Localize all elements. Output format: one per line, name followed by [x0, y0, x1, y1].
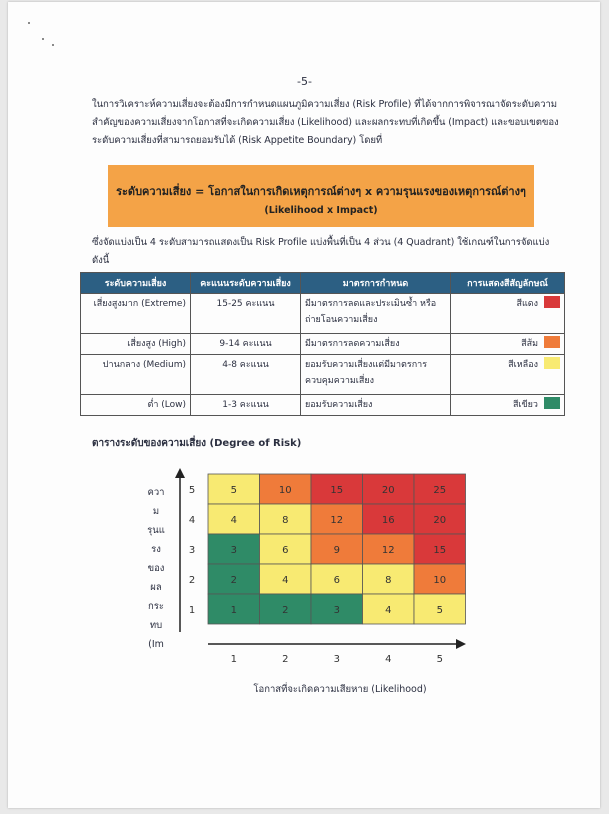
cell-level: เสี่ยงสูงมาก (Extreme)	[81, 294, 191, 334]
cell-score: 4-8 คะแนน	[191, 355, 301, 395]
y-tick-label: 1	[188, 605, 196, 616]
x-tick-label: 3	[333, 654, 340, 665]
heatmap-cell-value: 3	[333, 605, 340, 616]
risk-level-table	[80, 272, 565, 416]
formula-banner	[108, 165, 534, 227]
color-swatch	[544, 296, 560, 308]
intro-paragraph: ในการวิเคราะห์ความเสี่ยงจะต้องมีการกำหนดแผนภูมิความเสี่ยง (Risk Profile) ที่ได้จากการพิจารณาจัดระดับความสำคัญของความเสี่ยงจากโอกาสที่จะเกิดความเสี่ยง (Likelihood) และผลกระทบที่เกิดขึ้น (Impact) และขอบเขตของระดับความเสี่ยงที่สามารถยอมรับได้ (Risk Appetite Boundary) โดยที่	[92, 99, 559, 146]
heatmap-cell-value: 6	[333, 575, 340, 586]
y-axis-label	[144, 483, 168, 654]
cell-measure: ยอมรับความเสี่ยงแต่มีมาตรการควบคุมความเสี่ยง	[301, 355, 451, 395]
x-axis-arrow	[456, 639, 466, 649]
cell-color	[451, 395, 565, 416]
heatmap-cell-value: 6	[282, 545, 289, 556]
table-row	[81, 355, 565, 395]
formula-line-1: ระดับความเสี่ยง = โอกาสในการเกิดเหตุการณ์ต่างๆ x ความรุนแรงของเหตุการณ์ต่างๆ	[116, 185, 526, 198]
heatmap-cell-value: 10	[278, 485, 292, 496]
y-axis-arrow	[175, 468, 185, 478]
division-paragraph: ซึ่งจัดแบ่งเป็น 4 ระดับสามารถแสดงเป็น Risk Profile แบ่งพื้นที่เป็น 4 ส่วน (4 Quadrant) ใช้เกณฑ์ในการจัดแบ่งดังนี้	[92, 237, 550, 266]
y-axis-label-line: ม	[152, 506, 160, 517]
heatmap-cell-value: 16	[381, 515, 395, 526]
cell-color	[451, 294, 565, 334]
y-axis-label-line: ของ	[147, 563, 165, 574]
cell-level: ปานกลาง (Medium)	[81, 355, 191, 395]
formula-line-2: (Likelihood x Impact)	[264, 205, 378, 216]
cell-measure: ยอมรับความเสี่ยง	[301, 395, 451, 416]
heatmap-cell-value: 1	[230, 605, 237, 616]
header-measure: มาตรการกำหนด	[301, 273, 451, 294]
color-label: สีเขียว	[512, 400, 538, 410]
heatmap-cell-value: 15	[433, 545, 447, 556]
page-number: -5-	[297, 75, 312, 88]
y-axis-label-line: ผล	[150, 582, 162, 593]
x-axis-label: โอกาสที่จะเกิดความเสียหาย (Likelihood)	[253, 684, 427, 695]
heatmap-cell-value: 12	[330, 515, 344, 526]
y-axis-label-line: ควา	[147, 487, 165, 498]
cell-measure: มีมาตรการลดและประเมินซ้ำ หรือถ่ายโอนความเสี่ยง	[301, 294, 451, 334]
risk-heatmap	[170, 466, 470, 672]
color-swatch	[544, 336, 560, 348]
x-tick-label: 5	[436, 654, 443, 665]
header-level: ระดับความเสี่ยง	[81, 273, 191, 294]
header-color: การแสดงสีสัญลักษณ์	[451, 273, 565, 294]
color-label: สีแดง	[516, 299, 538, 309]
y-tick-label: 3	[188, 545, 196, 556]
heatmap-cell-value: 20	[381, 485, 395, 496]
heatmap-cell-value: 15	[330, 485, 344, 496]
heatmap-cell-value: 3	[230, 545, 237, 556]
cell-color	[451, 355, 565, 395]
cell-measure: มีมาตรการลดความเสี่ยง	[301, 334, 451, 355]
cell-score: 9-14 คะแนน	[191, 334, 301, 355]
y-axis-label-line: กระ	[148, 601, 164, 612]
heatmap-cell-value: 5	[230, 485, 237, 496]
color-label: สีส้ม	[521, 339, 538, 349]
cell-level: เสี่ยงสูง (High)	[81, 334, 191, 355]
table-row	[81, 294, 565, 334]
y-axis-label-line: รุนแ	[147, 525, 165, 536]
x-tick-label: 2	[282, 654, 289, 665]
color-swatch	[544, 397, 560, 409]
table-row	[81, 395, 565, 416]
heatmap-cell-value: 5	[436, 605, 443, 616]
heatmap-cell-value: 4	[230, 515, 237, 526]
heatmap-cell-value: 9	[333, 545, 340, 556]
cell-score: 15-25 คะแนน	[191, 294, 301, 334]
heatmap-cell-value: 10	[433, 575, 447, 586]
heatmap-cell-value: 12	[381, 545, 395, 556]
heatmap-cell-value: 2	[282, 605, 289, 616]
x-tick-label: 1	[230, 654, 237, 665]
color-label: สีเหลือง	[508, 360, 538, 370]
heatmap-cell-value: 8	[282, 515, 289, 526]
cell-score: 1-3 คะแนน	[191, 395, 301, 416]
x-tick-label: 4	[385, 654, 392, 665]
heatmap-cell-value: 25	[433, 485, 447, 496]
table-header-row	[81, 273, 565, 294]
heatmap-cell-value: 20	[433, 515, 447, 526]
color-swatch	[544, 357, 560, 369]
cell-level: ต่ำ (Low)	[81, 395, 191, 416]
heatmap-cell-value: 2	[230, 575, 237, 586]
heatmap-cell-value: 4	[385, 605, 392, 616]
heatmap-cell-value: 8	[385, 575, 392, 586]
heatmap-title: ตารางระดับของความเสี่ยง (Degree of Risk)	[92, 438, 302, 449]
header-score: คะแนนระดับความเสี่ยง	[191, 273, 301, 294]
cell-color	[451, 334, 565, 355]
y-axis-label-line: รง	[151, 544, 161, 555]
y-tick-label: 5	[188, 485, 196, 496]
y-axis-label-line: ทบ	[149, 620, 163, 631]
heatmap-cell-value: 4	[282, 575, 289, 586]
y-tick-label: 4	[188, 515, 196, 526]
y-tick-label: 2	[188, 575, 196, 586]
y-axis-label-line: (Im	[148, 639, 164, 650]
table-row	[81, 334, 565, 355]
